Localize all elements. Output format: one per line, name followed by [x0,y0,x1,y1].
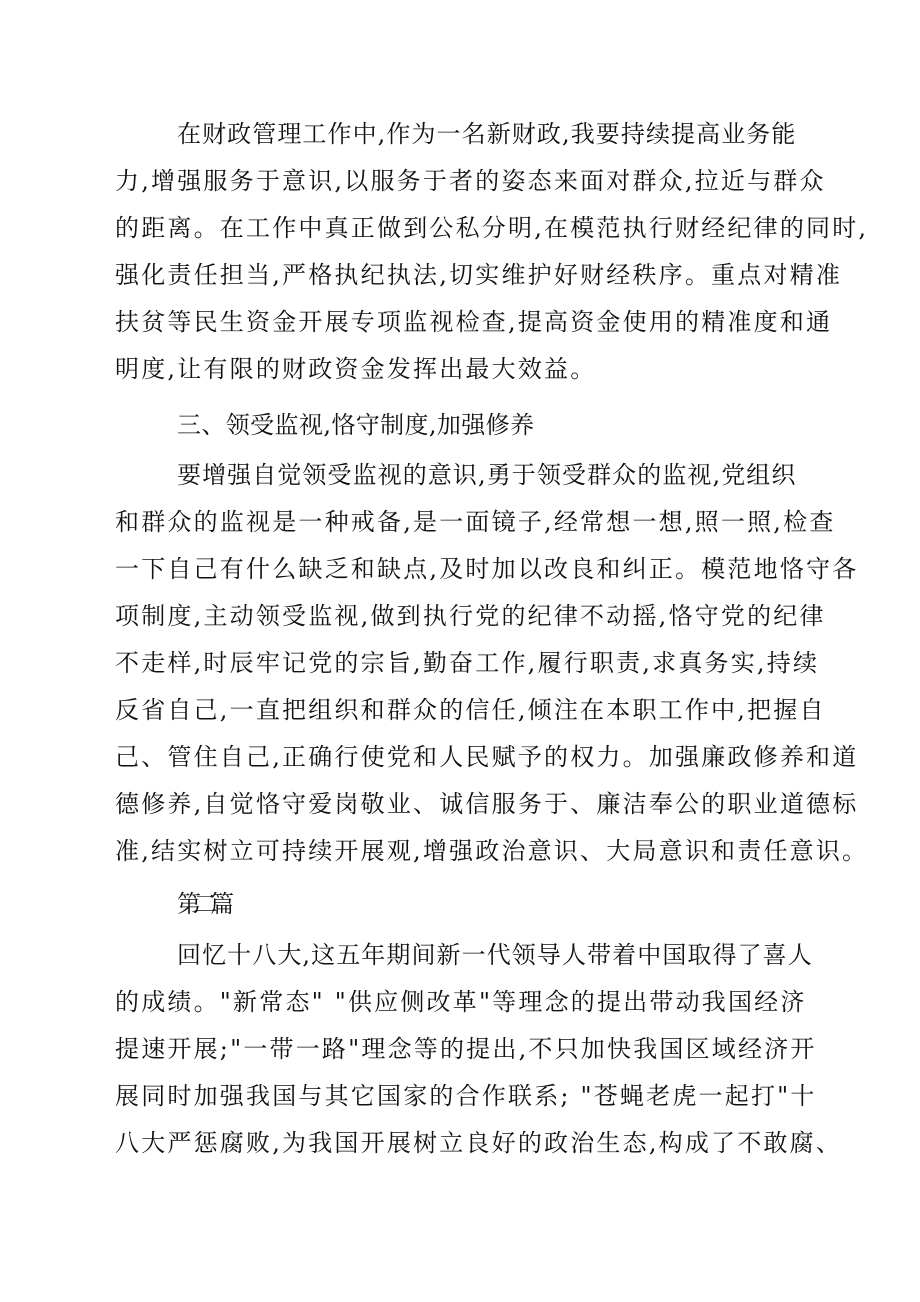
paragraph-line: 项制度,主动领受监视,做到执行党的纪律不动摇,恪守党的纪律 [115,602,826,630]
paragraph-line: 明度,让有限的财政资金发挥出最大效益。 [115,355,597,383]
paragraph-line: 的距离。在工作中真正做到公私分明,在模范执行财经纪律的同时, [115,214,869,242]
paragraph-line: 扶贫等民生资金开展专项监视检查,提高资金使用的精准度和通 [115,308,833,336]
paragraph-line: 己、管住自己,正确行使党和人民赋予的权力。加强廉政修养和道 [115,743,859,771]
paragraph-line: 反省自己,一直把组织和群众的信任,倾注在本职工作中,把握自 [115,696,826,724]
paragraph-line: 准,结实树立可持续开展观,增强政治意识、大局意识和责任意识。 [115,837,869,865]
paragraph-line: 和群众的监视是一种戒备,是一面镜子,经常想一想,照一照,检查 [115,508,836,536]
paragraph-line: 的成绩。"新常态" "供应侧改革"等理念的提出带动我国经济 [115,988,807,1016]
section-heading: 第二篇 [177,890,227,918]
section-heading: 三、领受监视,恪守制度,加强修养 [177,411,535,439]
paragraph-line: 强化责任担当,严格执纪执法,切实维护好财经秩序。重点对精准 [115,261,843,289]
paragraph-line: 力,增强服务于意识,以服务于者的姿态来面对群众,拉近与群众 [115,167,826,195]
paragraph-line: 回忆十八大,这五年期间新一代领导人带着中国取得了喜人 [177,941,813,969]
paragraph-line: 不走样,时辰牢记党的宗旨,勤奋工作,履行职责,求真务实,持续 [115,649,820,677]
paragraph-line: 八大严惩腐败,为我国开展树立良好的政治生态,构成了不敢腐、 [115,1129,843,1157]
paragraph-line: 提速开展;"一带一路"理念等的提出,不只加快我国区域经济开 [115,1035,817,1063]
paragraph-line: 要增强自觉领受监视的意识,勇于领受群众的监视,党组织 [177,461,797,489]
paragraph-line: 在财政管理工作中,作为一名新财政,我要持续提高业务能 [177,120,797,148]
paragraph-line: 德修养,自觉恪守爱岗敬业、诚信服务于、廉洁奉公的职业道德标 [115,790,859,818]
paragraph-line: 展同时加强我国与其它国家的合作联系; "苍蝇老虎一起打"十 [115,1082,817,1110]
paragraph-line: 一下自己有什么缺乏和缺点,及时加以改良和纠正。模范地恪守各 [115,555,859,583]
